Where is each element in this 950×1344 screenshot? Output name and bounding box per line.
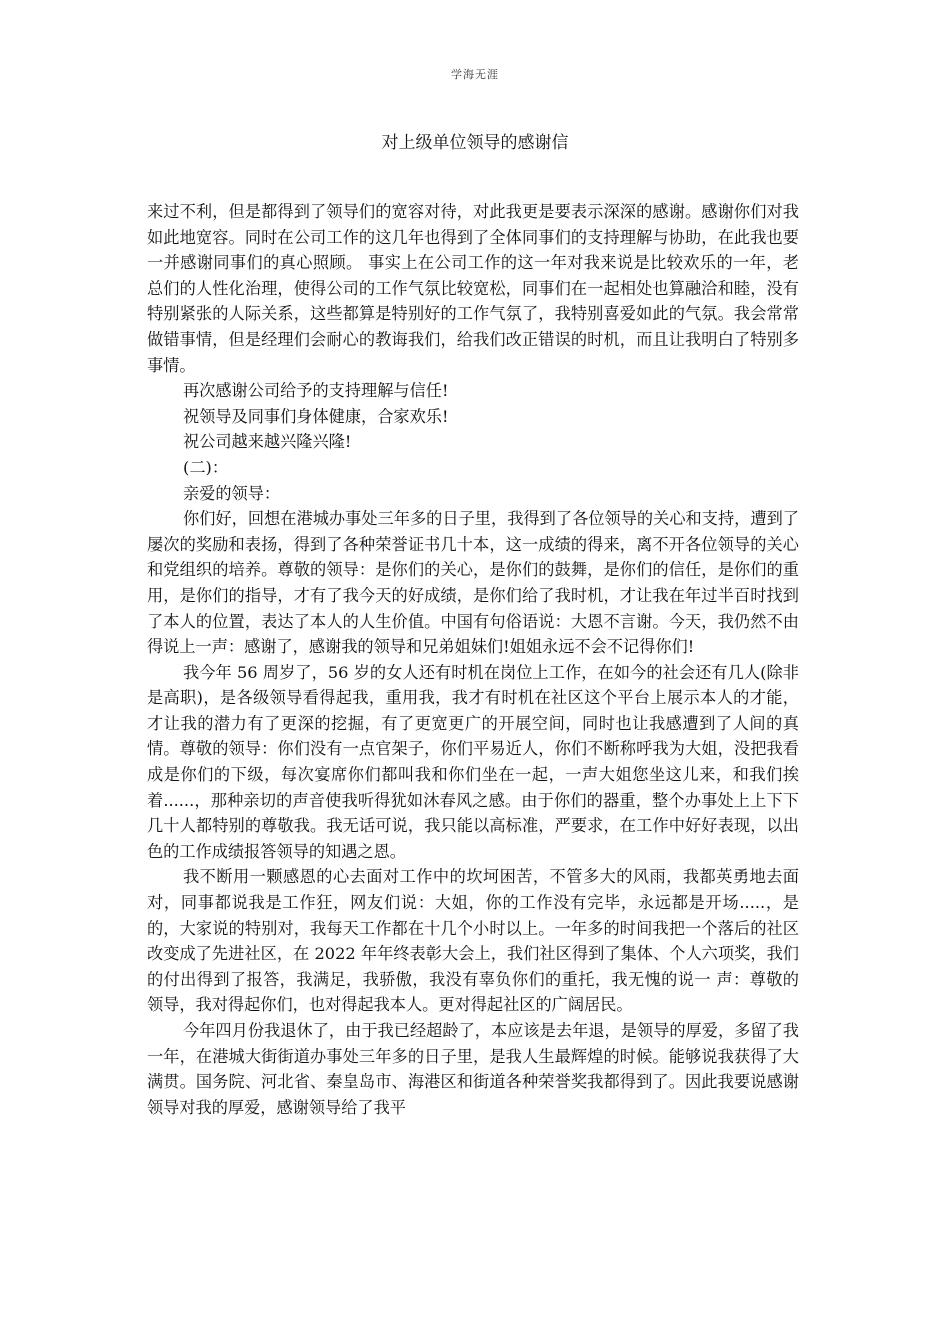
page-header: 学海无涯	[451, 68, 499, 81]
paragraph-age: 我今年 56 周岁了，56 岁的女人还有时机在岗位上工作，在如今的社会还有几人(除非是高职)，是各级领导看得起我，重用我，我才有时机在社区这个平台上展示本人的才能，才让我的潜力有了更深的挖掘，有了更宽更广的开展空间，同时也让我感遭到了人间的真情。尊敬的领导：你们没有一点官架子，你们平易近人，你们不断称呼我为大姐，没把我看成是你们的下级，每次宴席你们都叫我和你们坐在一起，一声大姐您坐这儿来，和我们挨着......，那种亲切的声音使我听得犹如沐春风之感。由于你们的器重，整个办事处上上下下几十人都特别的尊敬我。我无话可说，我只能以高标准，严要求，在工作中好好表现，以出色的工作成绩报答领导的知遇之恩。	[147, 662, 799, 861]
paragraph-gratitude: 我不断用一颗感恩的心去面对工作中的坎坷困苦，不管多大的风雨，我都英勇地去面对，同事都说我是工作狂，网友们说：大姐，你的工作没有完毕，永远都是开场.....，是的，大家说的特别对，我每天工作都在十几个小时以上。一年多的时间我把一个落后的社区改变成了先进社区，在 2022 年年终表彰大会上，我们社区得到了集体、个人六项奖，我们的付出得到了报答，我满足，我骄傲，我没有辜负你们的重托，我无愧的说一 声：尊敬的领导，我对得起你们，也对得起我本人。更对得起社区的广阔居民。	[147, 867, 799, 1015]
document-body	[147, 199, 799, 1120]
paragraph-retirement: 今年四月份我退休了，由于我已经超龄了，本应该是去年退，是领导的厚爱，多留了我一年，在港城大街街道办事处三年多的日子里，是我人生最辉煌的时候。能够说我获得了大满贯。国务院、河北省、秦皇岛市、海港区和街道各种荣誉奖我都得到了。因此我要说感谢领导对我的厚爱，感谢领导给了我平	[147, 1021, 799, 1117]
paragraph-wish-health: 祝领导及同事们身体健康，合家欢乐!	[183, 406, 449, 426]
paragraph-wish-prosperity: 祝公司越来越兴隆兴隆!	[183, 432, 352, 452]
section-number: (二)：	[183, 457, 229, 477]
paragraph-greeting: 你们好，回想在港城办事处三年多的日子里，我得到了各位领导的关心和支持，遭到了屡次的奖励和表扬，得到了各种荣誉证书几十本，这一成绩的得来，离不开各位领导的关心和党组织的培养。尊敬的领导：是你们的关心，是你们的鼓舞，是你们的信任，是你们的重用，是你们的指导，才有了我今天的好成绩，是你们给了我时机，才让我在年过半百时找到了本人的位置，表达了本人的人生价值。中国有句俗语说：大恩不言谢。今天，我仍然不由得说上一声：感谢了，感谢我的领导和兄弟姐妹们!姐姐永远不会不记得你们!	[147, 509, 799, 657]
paragraph-continuation: 来过不利，但是都得到了领导们的宽容对待，对此我更是要表示深深的感谢。感谢你们对我如此地宽容。同时在公司工作的这几年也得到了全体同事们的支持理解与协助，在此我也要一并感谢同事们的真心照顾。 事实上在公司工作的这一年对我来说是比较欢乐的一年，老总们的人性化治理，使得公司的工作气氛比较宽松，同事们在一起相处也算融洽和睦，没有特别紧张的人际关系，这些都算是特别好的工作气氛了，我特别喜爱如此的气氛。我会常常做错事情，但是经理们会耐心的教诲我们，给我们改正错误的时机，而且让我明白了特别多事情。	[147, 202, 799, 375]
paragraph-thanks-company: 再次感谢公司给予的支持理解与信任!	[183, 381, 449, 401]
document-title: 对上级单位领导的感谢信	[381, 133, 569, 153]
salutation: 亲爱的领导：	[183, 483, 281, 503]
